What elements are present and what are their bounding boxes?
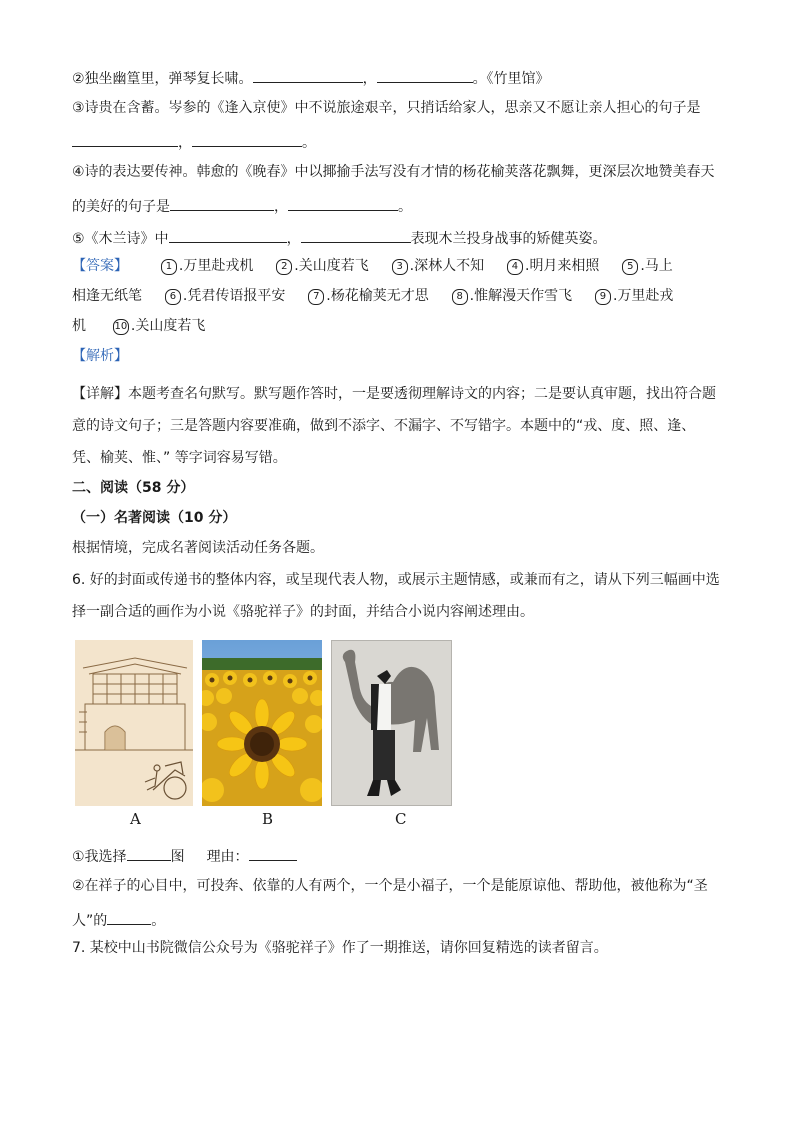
- analysis-text: 【详解】本题考查名句默写。默写题作答时，一是要透彻理解诗文的内容；二是要认真审题，找出符合题: [72, 386, 716, 402]
- analysis-line-2: [72, 416, 695, 436]
- poem-text: 的美好的句子是: [72, 199, 170, 215]
- analysis-text: 意的诗文句子；三是答题内容要准确，做到不添字、不漏字、不写错字。本题中的“戎、度、照、逢、: [72, 418, 696, 434]
- analysis-text: 凭、榆荚、惟、” 等字词容易写错。: [72, 450, 287, 466]
- analysis-tag-line: [72, 346, 128, 366]
- answer-text: 相逢无纸笔: [72, 288, 142, 304]
- answer-text: 万里赴戎机: [183, 258, 254, 274]
- figure-c-label: C: [395, 810, 407, 828]
- answer-number: 10: [113, 319, 129, 335]
- analysis-line-1: [72, 384, 716, 404]
- answer-blank[interactable]: [107, 908, 151, 925]
- answer-text: 凭君传语报平安: [187, 288, 286, 304]
- poem-text: 。《竹里馆》: [472, 71, 550, 87]
- figure-a-label: A: [130, 810, 141, 828]
- section-subtitle: （一）名著阅读（10 分）: [72, 510, 237, 526]
- poem-text: ，: [178, 135, 192, 151]
- poem-line-5: [72, 226, 607, 249]
- answer-number: 1: [161, 259, 177, 275]
- figure-c-image: [331, 640, 452, 806]
- answer-text: 万里赴戎: [617, 288, 674, 304]
- question-6-sub-1: [72, 844, 297, 867]
- answer-text: 机: [72, 318, 86, 334]
- question-text: ①我选择: [72, 849, 127, 865]
- question-6-line-1: 6. 好的封面或传递书的整体内容，或呈现代表人物，或展示主题情感，或兼而有之，请从下列三幅画中选: [72, 572, 720, 588]
- answer-number: 3: [392, 259, 408, 275]
- poem-text: 表现木兰投身战事的矫健英姿。: [410, 231, 607, 247]
- poem-text: ④诗的表达要传神。韩愈的《晚春》中以揶揄手法写没有才情的杨花榆荚落花飘舞，更深层次地赞美春天: [72, 164, 715, 180]
- answer-blank[interactable]: [169, 226, 287, 243]
- poem-line-4b: [72, 194, 412, 217]
- answer-text: 深林人不知: [414, 258, 485, 274]
- answer-number: 9: [595, 289, 611, 305]
- answer-blank[interactable]: [288, 194, 398, 211]
- answer-blank[interactable]: [192, 130, 302, 147]
- answer-number: 2: [276, 259, 292, 275]
- poem-line-4: [72, 162, 715, 182]
- answer-line-3: 机 10 .关山度若飞: [72, 318, 206, 334]
- answer-text: 马上: [644, 258, 673, 274]
- answer-text: 明月来相照: [529, 258, 600, 274]
- question-6-sub-2: ②在祥子的心目中，可投奔、依靠的人有两个，一个是小福子，一个是能原谅他、帮助他，被他称为“圣: [72, 878, 708, 894]
- poem-text: ，: [274, 199, 288, 215]
- question-text: 人”的: [72, 913, 108, 929]
- section-intro: 根据情境，完成名著阅读活动任务各题。: [72, 540, 324, 556]
- answer-number: 8: [452, 289, 468, 305]
- poem-text: ，: [286, 231, 301, 247]
- answer-blank[interactable]: [377, 66, 473, 83]
- question-6-sub-2b: [72, 908, 165, 931]
- figure-b-label: B: [262, 810, 274, 828]
- answer-number: 4: [507, 259, 523, 275]
- poem-line-3: [72, 98, 701, 118]
- poem-text: 。: [398, 199, 412, 215]
- answer-tag: 【答案】: [72, 258, 128, 274]
- answer-text: 关山度若飞: [135, 318, 206, 334]
- answer-blank[interactable]: [170, 194, 274, 211]
- question-6-line-2: 择一副合适的画作为小说《骆驼祥子》的封面，并结合小说内容阐述理由。: [72, 604, 534, 620]
- poem-text: ，: [362, 71, 377, 87]
- section-title: 二、阅读（58 分）: [72, 480, 195, 496]
- question-7-line-1: 7. 某校中山书院微信公众号为《骆驼祥子》作了一期推送，请你回复精选的读者留言。: [72, 940, 608, 956]
- figure-a-image: [75, 640, 193, 806]
- answer-text: 杨花榆荚无才思: [330, 288, 429, 304]
- answer-blank[interactable]: [301, 226, 411, 243]
- answer-text: 关山度若飞: [298, 258, 369, 274]
- figure-b-image: [202, 640, 322, 806]
- poem-text: ③诗贵在含蓄。岑参的《逢入京使》中不说旅途艰辛，只捎话给家人，思亲又不愿让亲人担心的句子是: [72, 100, 701, 116]
- analysis-tag: 【解析】: [72, 348, 128, 364]
- answer-blank[interactable]: [249, 844, 297, 861]
- poem-text: 。: [302, 135, 316, 151]
- poem-line-3b: [72, 130, 316, 153]
- answer-blank[interactable]: [253, 66, 363, 83]
- analysis-line-3: [72, 448, 287, 468]
- answer-line-1: 【答案】 1 .万里赴戎机 2 .关山度若飞 3 .深林人不知 4 .明月来相照 5 .马上: [72, 258, 673, 274]
- poem-line-2: [72, 66, 550, 89]
- answer-number: 7: [308, 289, 324, 305]
- answer-blank[interactable]: [127, 844, 171, 861]
- poem-text: ⑤《木兰诗》中: [72, 231, 169, 247]
- answer-number: 6: [165, 289, 181, 305]
- answer-line-2: 相逢无纸笔 6 .凭君传语报平安 7 .杨花榆荚无才思 8 .惟解漫天作雪飞 9 .万里赴戎: [72, 288, 674, 304]
- answer-text: 惟解漫天作雪飞: [474, 288, 573, 304]
- answer-blank[interactable]: [72, 130, 178, 147]
- question-text: 。: [151, 913, 166, 929]
- poem-text: ②独坐幽篁里，弹琴复长啸。: [72, 71, 253, 87]
- question-text: 理由：: [206, 849, 249, 865]
- question-text: 图: [170, 849, 185, 865]
- answer-number: 5: [622, 259, 638, 275]
